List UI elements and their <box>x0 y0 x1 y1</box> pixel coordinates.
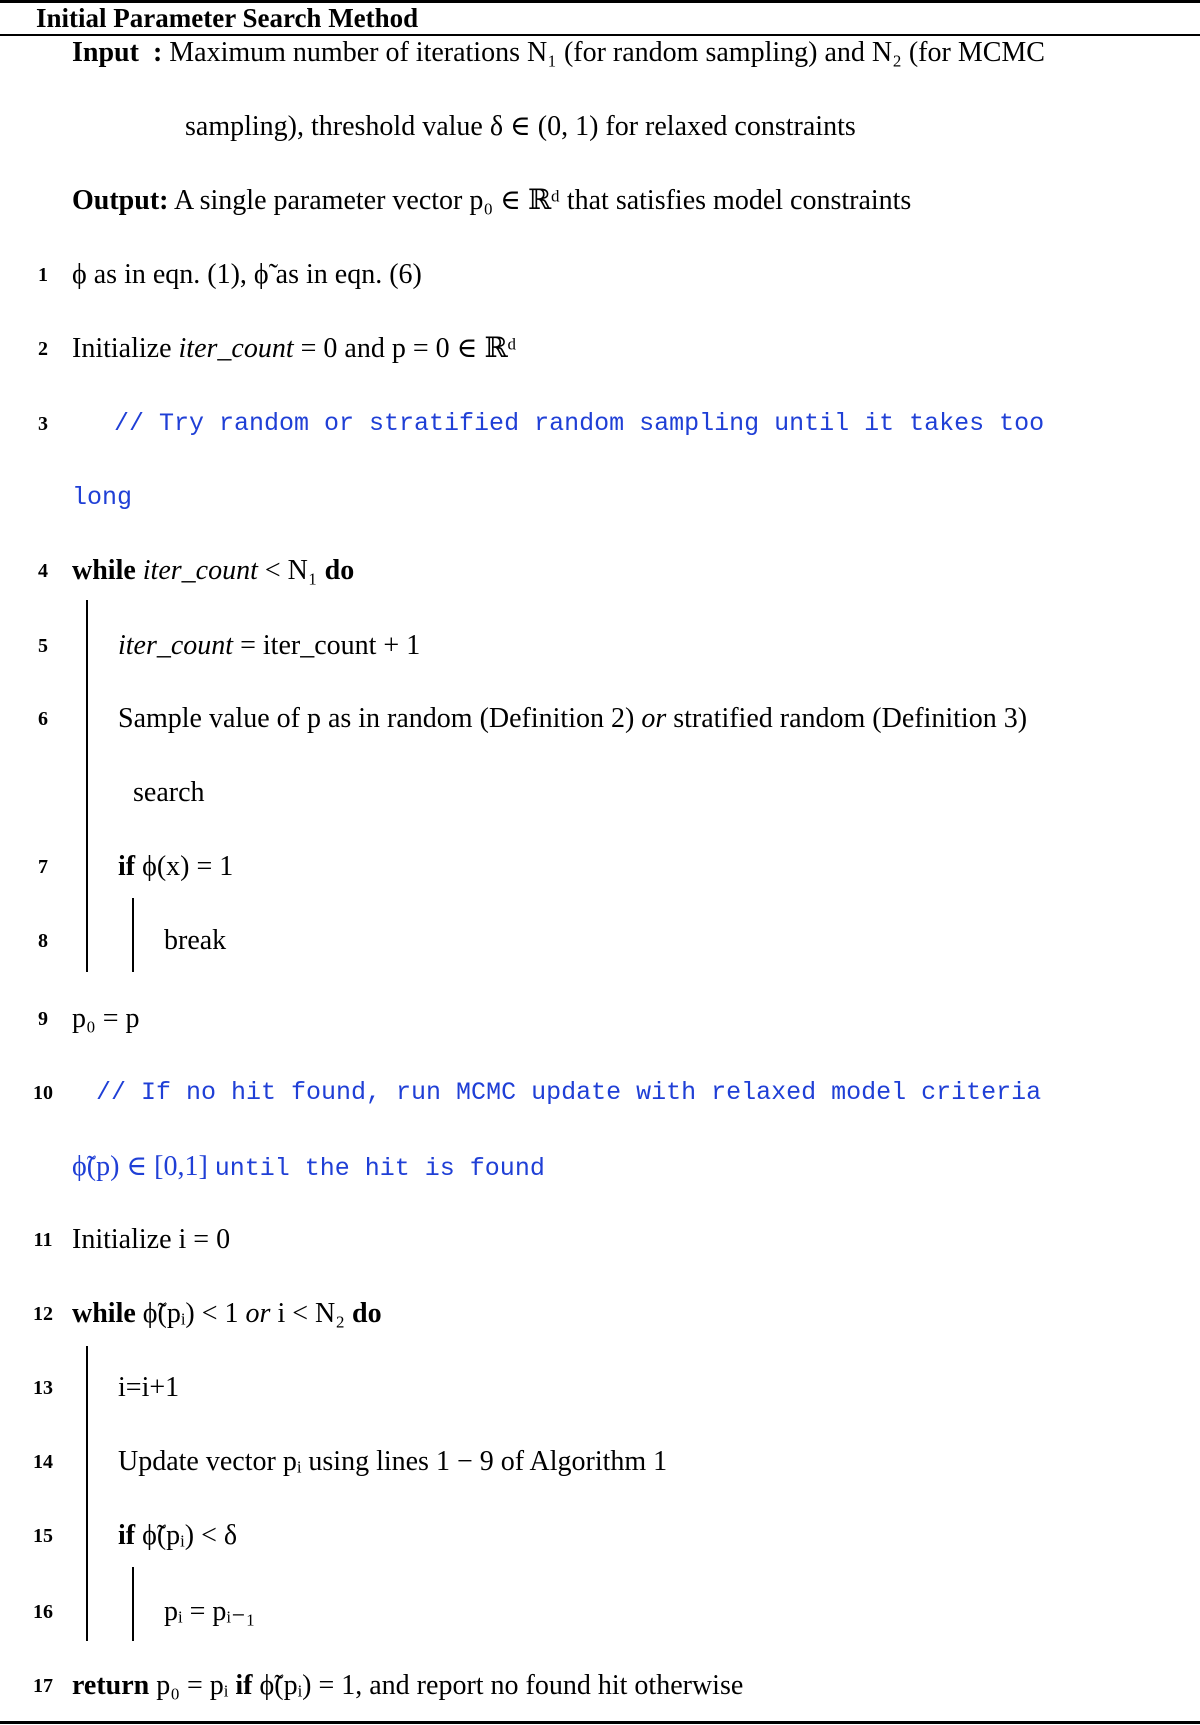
line-8-text: break <box>164 925 227 956</box>
input-label: Input <box>72 37 139 68</box>
line-number: 15 <box>33 1525 53 1547</box>
line-16-text: pᵢ = pᵢ₋₁ <box>164 1596 256 1627</box>
while-block-bar-2 <box>86 1346 88 1641</box>
if-block-bar-2 <box>132 1567 134 1641</box>
line-3-comment: // Try random or stratified random sampling until it takes too <box>114 409 1045 438</box>
line-number: 6 <box>38 708 48 730</box>
line-1-text: ϕ as in eqn. (1), ϕ̃ as in eqn. (6) <box>72 259 422 290</box>
line-10-comment-cont: until the hit is found <box>214 1154 545 1183</box>
line-13-text: i=i+1 <box>118 1372 180 1403</box>
if-block-bar <box>132 898 134 972</box>
line-3-comment-cont: long <box>72 483 133 512</box>
output-label: Output: <box>72 185 169 216</box>
input-text-1: Maximum number of iterations N₁ (for random sampling) and N₂ (for MCMC <box>169 37 1045 68</box>
line-number: 10 <box>33 1082 53 1104</box>
line-number: 2 <box>38 338 48 360</box>
line-10-cont <box>72 1145 545 1189</box>
line-number: 1 <box>38 264 48 286</box>
input-text-2: sampling), threshold value δ ∈ (0, 1) for relaxed constraints <box>185 111 856 142</box>
line-number: 9 <box>38 1008 48 1030</box>
line-number: 12 <box>33 1303 53 1325</box>
line-15-text: if ϕ̃(pᵢ) < δ <box>118 1520 238 1551</box>
line-number: 5 <box>38 635 48 657</box>
line-number: 11 <box>33 1229 53 1251</box>
input-sep: : <box>152 37 163 68</box>
while-block-bar <box>86 600 88 972</box>
line-4-text: while iter_count < N₁ do <box>72 555 355 586</box>
line-number: 7 <box>38 856 48 878</box>
line-5-text: iter_count = iter_count + 1 <box>118 630 421 661</box>
line-17-text: return p₀ = pᵢ if ϕ̃(pᵢ) = 1, and report no found hit otherwise <box>72 1670 744 1701</box>
line-number: 14 <box>33 1451 53 1473</box>
line-14-text: Update vector pᵢ using lines 1 − 9 of Algorithm 1 <box>118 1446 668 1477</box>
line-6-text: Sample value of p as in random (Definition 2) or stratified random (Definition 3) <box>118 703 1028 734</box>
line-number: 13 <box>33 1377 53 1399</box>
line-12-text: while ϕ̃(pᵢ) < 1 or i < N₂ do <box>72 1298 382 1329</box>
line-2-text: Initialize iter_count = 0 and p = 0 ∈ ℝᵈ <box>72 333 517 364</box>
line-number: 17 <box>33 1675 53 1697</box>
line-9-text: p₀ = p <box>72 1003 140 1034</box>
line-number: 8 <box>38 930 48 952</box>
output-line <box>72 179 911 223</box>
line-number: 16 <box>33 1601 53 1623</box>
output-text: A single parameter vector p₀ ∈ ℝᵈ that satisfies model constraints <box>173 185 912 216</box>
line-7-text: if ϕ(x) = 1 <box>118 851 234 882</box>
line-6-text-cont: search <box>133 777 205 808</box>
bottom-rule <box>0 1721 1200 1724</box>
input-line-1 <box>72 31 1045 75</box>
line-10-math: ϕ̃(p) ∈ [0,1] <box>72 1151 208 1182</box>
line-number: 3 <box>38 413 48 435</box>
line-number: 4 <box>38 560 48 582</box>
algorithm-title: Initial Parameter Search Method <box>36 3 419 33</box>
line-11-text: Initialize i = 0 <box>72 1224 231 1255</box>
line-10-comment: // If no hit found, run MCMC update with relaxed model criteria <box>96 1078 1042 1107</box>
